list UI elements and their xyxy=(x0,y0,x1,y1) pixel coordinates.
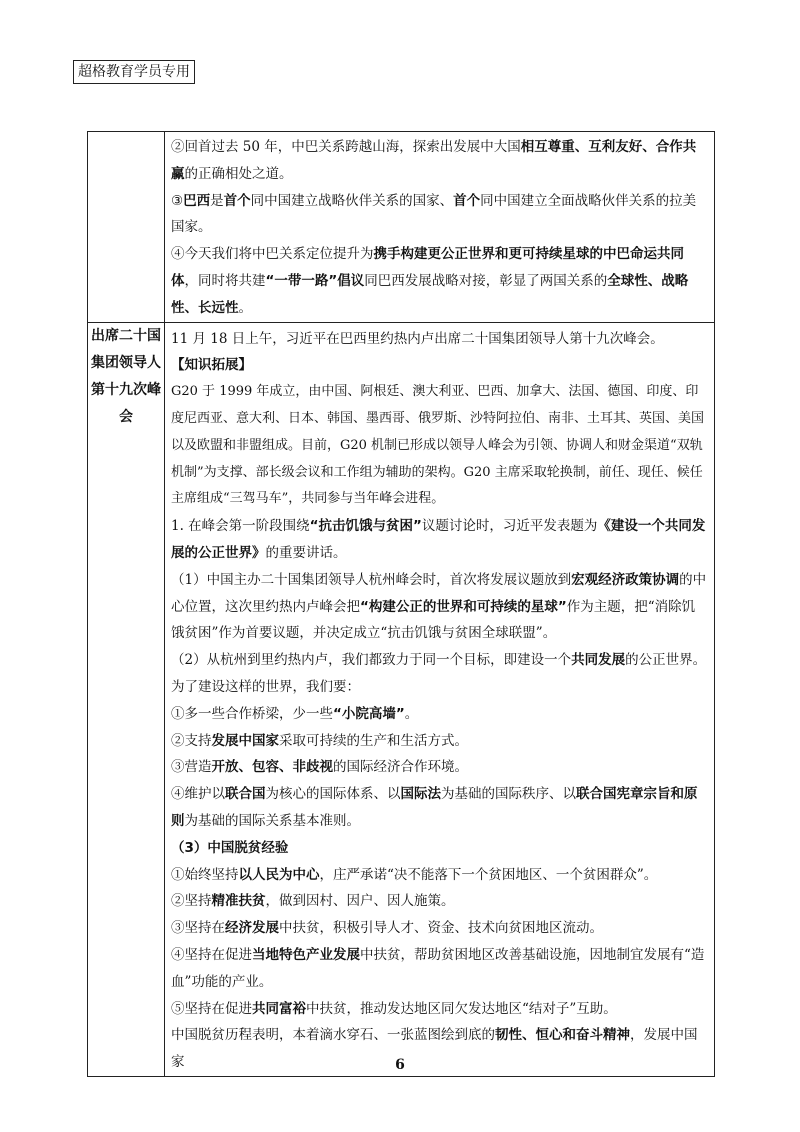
row-label: 出席二十国集团领导人第十九次峰会 xyxy=(88,322,165,1076)
list-item: ②支持发展中国家采取可持续的生产和生活方式。 xyxy=(171,732,468,749)
row-label-empty xyxy=(88,132,165,323)
list-item: ⑤坚持在促进共同富裕中扶贫，推动发达地区同欠发达地区“结对子”互助。 xyxy=(171,1000,617,1017)
page-number: 6 xyxy=(395,1057,405,1073)
list-item: ①多一些合作桥梁，少一些“小院高墙”。 xyxy=(171,705,419,722)
extension-text: G20 于 1999 年成立，由中国、阿根廷、澳大利亚、巴西、加拿大、法国、德国、印度、印度尼西亚、意大利、日本、韩国、墨西哥、俄罗斯、沙特阿拉伯、南非、土耳其、英国、美国以及欧盟和非盟组成。目前，G20 机制已形成以领导人峰会为引领、协调人和财金渠道“双轨机制”为支撑、部长级会议和工作组为辅助的架构。G20 主席采取轮换制，前任、现任、候任主席组成“三驾马车”，共同参与当年峰会进程。 xyxy=(171,384,705,507)
list-item: ①始终坚持以人民为中心，庄严承诺“决不能落下一个贫困地区、一个贫困群众”。 xyxy=(171,866,658,883)
paragraph: 1. 在峰会第一阶段围绕“抗击饥饿与贫困”议题讨论时，习近平发表题为《建设一个共同发展的公正世界》的重要讲话。 xyxy=(171,518,706,561)
paragraph: ②回首过去 50 年，中巴关系跨越山海，探索出发展中大国相互尊重、互利友好、合作共赢的正确相处之道。 xyxy=(171,139,697,182)
paragraph: ④今天我们将中巴关系定位提升为携手构建更公正世界和更可持续星球的中巴命运共同体，同时将共建“一带一路”倡议同巴西发展战略对接，彰显了两国关系的全球性、战略性、长远性。 xyxy=(171,246,689,316)
paragraph: （2）从杭州到里约热内卢，我们都致力于同一个目标，即建设一个共同发展的公正世界。为了建设这样的世界，我们要： xyxy=(171,652,707,695)
intro-text: 11 月 18 日上午，习近平在巴西里约热内卢出席二十国集团领导人第十九次峰会。 xyxy=(171,330,664,347)
list-item: ②坚持精准扶贫，做到因村、因户、因人施策。 xyxy=(171,893,455,910)
list-item: ④坚持在促进当地特色产业发展中扶贫，帮助贫困地区改善基础设施，因地制宜发展有“造血”功能的产业。 xyxy=(171,946,705,990)
row-content xyxy=(165,132,715,323)
paragraph: 中国脱贫历程表明，本着滴水穿石、一张蓝图绘到底的韧性、恒心和奋斗精神，发展中国家 xyxy=(171,1027,698,1071)
list-item: ④维护以联合国为核心的国际体系、以国际法为基础的国际秩序、以联合国宪章宗旨和原则为基础的国际关系基本准则。 xyxy=(171,786,698,829)
subsection-title: （3）中国脱贫经验 xyxy=(171,839,289,856)
row-content xyxy=(165,322,715,1076)
table-row xyxy=(88,132,715,323)
list-item: ③坚持在经济发展中扶贫，积极引导人才、资金、技术向贫困地区流动。 xyxy=(171,920,603,937)
paragraph: （1）中国主办二十国集团领导人杭州峰会时，首次将发展议题放到宏观经济政策协调的中心位置，这次里约热内卢峰会把“构建公正的世界和可持续的星球”作为主题，把“消除饥饿贫困”作为首要议题，并决定成立“抗击饥饿与贫困全球联盟”。 xyxy=(171,571,707,642)
section-title: 【知识拓展】 xyxy=(171,357,252,374)
table-row xyxy=(88,322,715,1076)
list-item: ③营造开放、包容、非歧视的国际经济合作环境。 xyxy=(171,759,468,776)
content-table xyxy=(87,131,715,1077)
header-stamp: 超格教育学员专用 xyxy=(73,60,195,84)
paragraph: ③巴西是首个同中国建立战略伙伴关系的国家、首个同中国建立全面战略伙伴关系的拉美国家。 xyxy=(171,192,697,236)
